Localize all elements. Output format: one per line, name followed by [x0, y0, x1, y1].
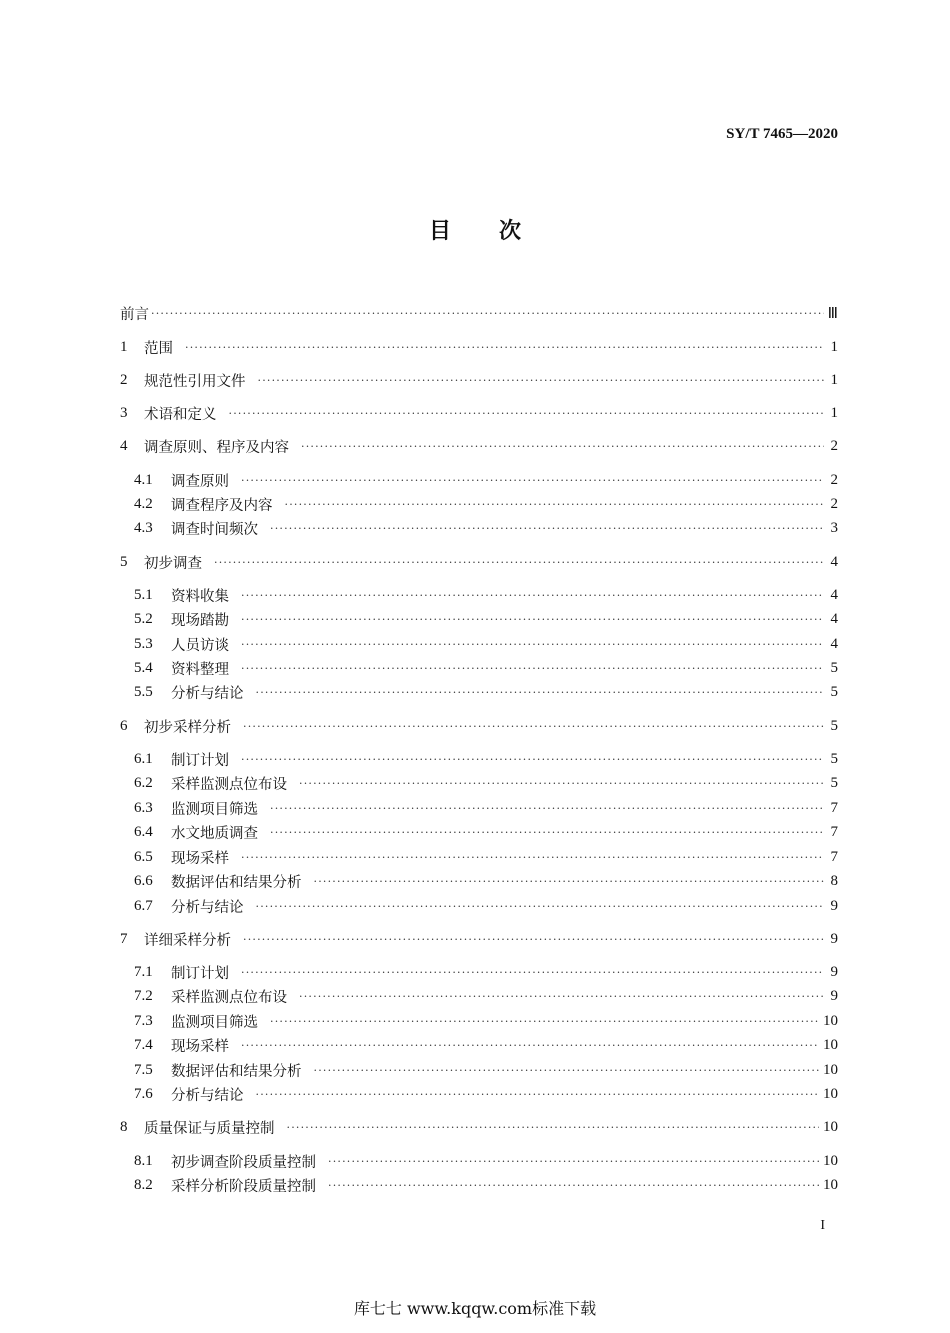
toc-entry-page: 4 — [830, 635, 838, 652]
toc-entry-page: 7 — [830, 799, 838, 816]
toc-entry-title: 前言 — [120, 306, 149, 323]
toc-entry-number: 6.6 — [134, 872, 153, 889]
toc-entry[interactable] — [134, 871, 838, 891]
toc-entry-number: 8.1 — [134, 1152, 153, 1169]
toc-leader-dots — [299, 777, 824, 790]
toc-entry[interactable] — [134, 658, 838, 678]
toc-entry[interactable] — [134, 847, 838, 867]
toc-entry-number: 4 — [120, 437, 128, 454]
toc-entry[interactable] — [134, 1060, 838, 1080]
toc-entry[interactable] — [134, 518, 838, 538]
toc-entry-number: 4.1 — [134, 471, 153, 488]
toc-entry-title: 调查原则 — [171, 473, 229, 490]
toc-entry-title: 现场踏勘 — [171, 612, 229, 629]
toc-entry-page: 1 — [830, 404, 838, 421]
toc-entry-number: 5.5 — [134, 683, 153, 700]
toc-entry[interactable] — [134, 1035, 838, 1055]
toc-entry-number: 8 — [120, 1118, 128, 1135]
toc-leader-dots — [256, 686, 825, 699]
toc-entry[interactable] — [134, 609, 838, 629]
toc-entry[interactable] — [120, 303, 838, 323]
toc-entry-title: 现场采样 — [171, 1038, 229, 1055]
toc-entry-number: 2 — [120, 371, 128, 388]
toc-entry-title: 水文地质调查 — [171, 825, 258, 842]
toc-entry[interactable] — [120, 436, 838, 456]
toc-entry-number: 5.1 — [134, 586, 153, 603]
toc-entry-number: 7.1 — [134, 963, 153, 980]
footer-watermark: 库七七 www.kqqw.com标准下载 — [353, 1299, 597, 1318]
toc-leader-dots — [285, 498, 825, 511]
toc-entry[interactable] — [134, 986, 838, 1006]
toc-entry-page: 4 — [830, 586, 838, 603]
toc-leader-dots — [241, 474, 824, 487]
toc-entry[interactable] — [120, 337, 838, 357]
toc-entry-title: 初步调查 — [144, 555, 202, 572]
toc-leader-dots — [241, 662, 824, 675]
toc-entry[interactable] — [120, 370, 838, 390]
toc-leader-dots — [301, 440, 824, 453]
toc-entry-page: 8 — [830, 872, 838, 889]
toc-entry-number: 8.2 — [134, 1176, 153, 1193]
page-title: 目次 — [428, 218, 569, 244]
page-folio: I — [820, 1218, 825, 1233]
toc-entry[interactable] — [120, 716, 838, 736]
toc-entry-number: 5.4 — [134, 659, 153, 676]
toc-entry-page: 10 — [823, 1118, 838, 1135]
toc-entry-title: 制订计划 — [171, 752, 229, 769]
toc-entry-page: 10 — [823, 1085, 838, 1102]
toc-entry-title: 数据评估和结果分析 — [171, 874, 302, 891]
toc-entry-title: 采样监测点位布设 — [171, 989, 287, 1006]
toc-entry-number: 5 — [120, 553, 128, 570]
toc-entry[interactable] — [134, 1011, 838, 1031]
toc-entry-title: 初步调查阶段质量控制 — [171, 1154, 316, 1171]
toc-entry-number: 7.2 — [134, 987, 153, 1004]
toc-entry[interactable] — [134, 470, 838, 490]
toc-entry[interactable] — [134, 682, 838, 702]
toc-leader-dots — [151, 307, 824, 320]
toc-entry-title: 分析与结论 — [171, 899, 244, 916]
toc-entry-page: 10 — [823, 1012, 838, 1029]
toc-entry-number: 7.3 — [134, 1012, 153, 1029]
toc-entry-number: 5.2 — [134, 610, 153, 627]
toc-entry-title: 调查时间频次 — [171, 521, 258, 538]
toc-entry-page: 10 — [823, 1176, 838, 1193]
toc-entry-number: 7.4 — [134, 1036, 153, 1053]
toc-entry[interactable] — [134, 749, 838, 769]
toc-entry-number: 6.4 — [134, 823, 153, 840]
toc-entry[interactable] — [134, 896, 838, 916]
toc-leader-dots — [241, 966, 824, 979]
toc-entry-page: 5 — [830, 683, 838, 700]
toc-leader-dots — [229, 407, 825, 420]
toc-entry-page: 10 — [823, 1036, 838, 1053]
toc-entry-page: 2 — [830, 437, 838, 454]
toc-entry[interactable] — [120, 552, 838, 572]
toc-entry-page: 9 — [830, 897, 838, 914]
toc-entry-title: 监测项目筛选 — [171, 801, 258, 818]
toc-entry-title: 采样监测点位布设 — [171, 776, 287, 793]
toc-entry[interactable] — [134, 962, 838, 982]
toc-entry-number: 6.2 — [134, 774, 153, 791]
toc-entry-page: 9 — [830, 963, 838, 980]
toc-entry-number: 7.5 — [134, 1061, 153, 1078]
toc-entry-page: 10 — [823, 1061, 838, 1078]
toc-entry-page: 5 — [830, 717, 838, 734]
toc-entry-page: 7 — [830, 848, 838, 865]
toc-entry-page: 3 — [830, 519, 838, 536]
toc-entry-page: 4 — [830, 553, 838, 570]
toc-entry-title: 监测项目筛选 — [171, 1014, 258, 1031]
toc-leader-dots — [270, 826, 824, 839]
toc-leader-dots — [314, 875, 825, 888]
toc-entry-title: 详细采样分析 — [144, 932, 231, 949]
toc-entry-title: 制订计划 — [171, 965, 229, 982]
toc-leader-dots — [256, 1088, 820, 1101]
toc-entry-title: 术语和定义 — [144, 406, 217, 423]
toc-entry-page: 2 — [830, 495, 838, 512]
toc-leader-dots — [241, 613, 824, 626]
toc-entry-page: 5 — [830, 659, 838, 676]
toc-entry-number: 4.2 — [134, 495, 153, 512]
toc-leader-dots — [258, 374, 825, 387]
toc-leader-dots — [241, 1039, 819, 1052]
toc-entry[interactable] — [134, 822, 838, 842]
toc-entry-page: 2 — [830, 471, 838, 488]
toc-entry-page: 1 — [830, 371, 838, 388]
toc-entry-title: 采样分析阶段质量控制 — [171, 1178, 316, 1195]
toc-entry-number: 6.5 — [134, 848, 153, 865]
toc-entry[interactable] — [134, 494, 838, 514]
toc-entry[interactable] — [134, 798, 838, 818]
toc-entry-title: 人员访谈 — [171, 637, 229, 654]
toc-leader-dots — [241, 638, 824, 651]
toc-leader-dots — [241, 589, 824, 602]
toc-entry-page: Ⅲ — [827, 305, 838, 322]
toc-entry-title: 分析与结论 — [171, 685, 244, 702]
toc-entry-number: 6.7 — [134, 897, 153, 914]
toc-leader-dots — [185, 341, 824, 354]
toc-entry-title: 现场采样 — [171, 850, 229, 867]
toc-entry-number: 7.6 — [134, 1085, 153, 1102]
toc-leader-dots — [299, 990, 824, 1003]
toc-entry-number: 6 — [120, 717, 128, 734]
toc-leader-dots — [214, 556, 824, 569]
toc-entry-page: 4 — [830, 610, 838, 627]
toc-leader-dots — [287, 1121, 820, 1134]
toc-entry-title: 规范性引用文件 — [144, 373, 246, 390]
toc-leader-dots — [241, 851, 824, 864]
toc-entry-number: 7 — [120, 930, 128, 947]
toc-leader-dots — [243, 720, 824, 733]
toc-entry[interactable] — [134, 585, 838, 605]
toc-entry-number: 1 — [120, 338, 128, 355]
toc-entry-title: 初步采样分析 — [144, 719, 231, 736]
toc-entry-page: 7 — [830, 823, 838, 840]
toc-leader-dots — [241, 753, 824, 766]
toc-entry-title: 范围 — [144, 340, 173, 357]
toc-entry-page: 5 — [830, 750, 838, 767]
toc-entry-page: 10 — [823, 1152, 838, 1169]
toc-entry-page: 9 — [830, 930, 838, 947]
toc-entry-page: 1 — [830, 338, 838, 355]
toc-leader-dots — [314, 1064, 820, 1077]
toc-entry-title: 数据评估和结果分析 — [171, 1063, 302, 1080]
toc-entry[interactable] — [134, 1084, 838, 1104]
toc-entry-title: 调查原则、程序及内容 — [144, 439, 289, 456]
toc-leader-dots — [270, 1015, 819, 1028]
toc-leader-dots — [243, 933, 824, 946]
toc-entry-title: 调查程序及内容 — [171, 497, 273, 514]
toc-entry[interactable] — [120, 929, 838, 949]
toc-entry[interactable] — [120, 403, 838, 423]
toc-entry[interactable] — [134, 773, 838, 793]
standard-number: SY/T 7465—2020 — [726, 126, 838, 142]
toc-entry-number: 4.3 — [134, 519, 153, 536]
toc-entry[interactable] — [134, 634, 838, 654]
toc-entry-page: 5 — [830, 774, 838, 791]
toc-entry[interactable] — [134, 1151, 838, 1171]
toc-entry-number: 3 — [120, 404, 128, 421]
toc-leader-dots — [328, 1179, 819, 1192]
toc-entry-number: 6.3 — [134, 799, 153, 816]
toc-leader-dots — [270, 522, 824, 535]
toc-entry-title: 资料收集 — [171, 588, 229, 605]
toc-entry-page: 9 — [830, 987, 838, 1004]
toc-entry-title: 分析与结论 — [171, 1087, 244, 1104]
toc-entry[interactable] — [120, 1117, 838, 1137]
toc-entry[interactable] — [134, 1175, 838, 1195]
toc-leader-dots — [328, 1155, 819, 1168]
toc-entry-number: 5.3 — [134, 635, 153, 652]
toc-entry-title: 质量保证与质量控制 — [144, 1120, 275, 1137]
toc-entry-number: 6.1 — [134, 750, 153, 767]
toc-entry-title: 资料整理 — [171, 661, 229, 678]
toc-leader-dots — [270, 802, 824, 815]
toc-leader-dots — [256, 900, 825, 913]
